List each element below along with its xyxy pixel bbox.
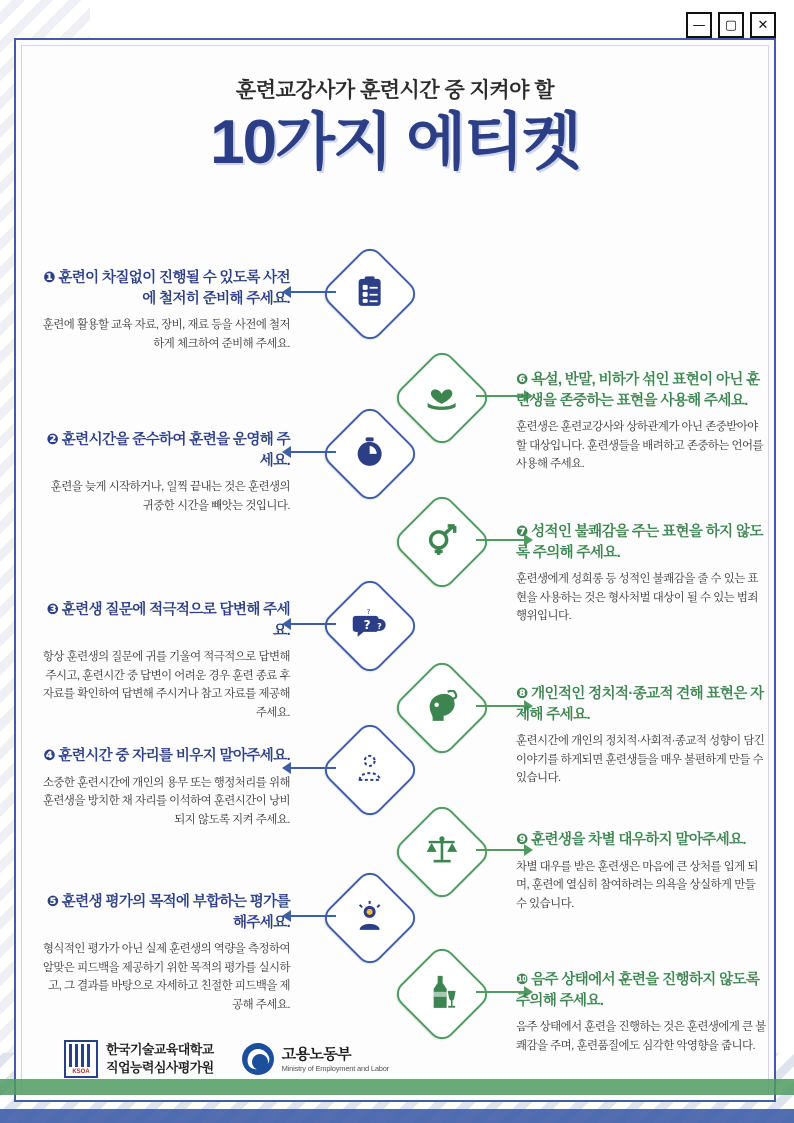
scales-balance-glyph (425, 835, 459, 870)
item-body: 소중한 훈련시간에 개인의 용무 또는 행정처리를 위해 훈련생을 방치한 채 자리를 이석하여 훈련시간이 낭비되지 않도록 지켜 주세요. (42, 776, 290, 826)
bottle-glass-icon (391, 943, 493, 1045)
list-item (40, 430, 290, 515)
question-speech-bubble-glyph (353, 608, 387, 645)
poster-subtitle: 훈련교강사가 훈련시간 중 지켜야 할 (235, 79, 555, 102)
list-item (516, 370, 766, 474)
clipboard-checklist-icon (319, 243, 421, 345)
footer-band-blue (0, 1109, 794, 1123)
item-body: 훈련생에게 성희롱 등 성적인 불쾌감을 줄 수 있는 표현을 사용하는 것은 형사처벌 대상이 될 수 있는 범죄행위입니다. (516, 573, 758, 623)
list-item (40, 746, 290, 829)
scales-balance-icon (391, 801, 493, 903)
footer-logos (64, 1040, 389, 1078)
item-body: 차별 대우를 받은 훈련생은 마음에 큰 상처를 입게 되며, 훈련에 열심히 참여하려는 의욕을 상실하게 만들 수 있습니다. (516, 860, 758, 910)
poster (14, 38, 776, 1102)
heart-hand-glyph (425, 381, 459, 416)
item-body: 훈련생은 훈련교강사와 상하관계가 아닌 존중받아야 할 대상입니다. 훈련생들을 배려하고 존중하는 언어를 사용해 주세요. (516, 421, 764, 471)
item-title-text: 훈련생을 차별 대우하지 말아주세요. (531, 832, 746, 848)
svg-text:?: ? (364, 617, 371, 632)
item-title (516, 684, 766, 725)
item-title (40, 892, 290, 933)
item-title (516, 370, 766, 411)
arrow-to-item-5 (291, 915, 336, 917)
item-title-text: 음주 상태에서 훈련을 진행하지 않도록 주의해 주세요. (516, 972, 760, 1009)
arrow-to-item-3 (291, 623, 336, 625)
item-title-text: 성적인 불쾌감을 주는 표현을 하지 않도록 주의해 주세요. (516, 524, 763, 561)
item-title (516, 830, 766, 851)
footer-band-green (0, 1079, 794, 1095)
item-title (40, 746, 290, 767)
gender-symbols-glyph (425, 523, 459, 562)
item-title-text: 훈련시간 중 자리를 비우지 말아주세요. (58, 748, 290, 764)
close-button[interactable]: ✕ (750, 12, 776, 38)
item-body: 훈련시간에 개인의 정치적·사회적·종교적 성향이 담긴 이야기를 하게되면 훈련생들을 매우 불편하게 만들 수 있습니다. (516, 735, 765, 785)
item-number: ❾ (516, 832, 528, 848)
head-thought-icon (391, 657, 493, 759)
clock-glyph (354, 436, 386, 473)
moel-logo-en: Ministry of Employment and Labor (281, 1063, 390, 1073)
item-number: ❼ (516, 524, 528, 540)
empty-seat-icon (319, 719, 421, 821)
logo-moel (242, 1043, 389, 1075)
minimize-button[interactable]: — (686, 12, 712, 38)
moel-logo-ko: 고용노동부 (281, 1045, 352, 1063)
item-title-text: 개인적인 정치적·종교적 견해 표현은 자제해 주세요. (516, 686, 764, 723)
item-title (40, 268, 290, 309)
item-title (40, 600, 290, 641)
svg-text:?: ? (377, 621, 383, 631)
item-title-text: 욕설, 반말, 비하가 섞인 표현이 아닌 훈련생을 존중하는 표현을 사용해 주세요. (516, 372, 760, 409)
gender-symbols-icon (391, 491, 493, 593)
item-number: ❷ (46, 432, 59, 448)
window-controls[interactable] (686, 12, 776, 38)
heart-hand-icon (391, 347, 493, 449)
item-body: 훈련을 늦게 시작하거나, 일찍 끝내는 것은 훈련생의 귀중한 시간을 빼앗는 것입니다. (50, 481, 290, 512)
svg-text:?: ? (367, 607, 371, 616)
clock-icon (319, 403, 421, 505)
list-item (516, 830, 766, 913)
item-title (516, 970, 766, 1011)
item-body: 훈련에 활용할 교육 자료, 장비, 재료 등을 사전에 철저하게 체크하여 준비해 주세요. (42, 319, 290, 350)
item-title (40, 430, 290, 471)
list-item (40, 892, 290, 1014)
bottle-glass-glyph (427, 975, 457, 1014)
item-number: ❿ (516, 972, 528, 988)
page-title: 10가지 에티켓 (210, 108, 580, 177)
head-thought-glyph (425, 690, 459, 727)
item-number: ❶ (43, 270, 55, 286)
item-number: ❸ (46, 602, 59, 618)
question-speech-bubble-icon (319, 575, 421, 677)
item-body: 항상 훈련생의 질문에 귀를 기울여 적극적으로 답변해 주시고, 훈련시간 중 답변이 어려운 경우 훈련 종료 후 자료를 확인하여 답변해 주시거나 참고 자료를 제공해 주세요. (42, 651, 290, 719)
maximize-button[interactable]: ▢ (718, 12, 744, 38)
logo-koreatech (64, 1040, 214, 1078)
item-title-text: 훈련시간을 준수하여 훈련을 운영해 주세요. (61, 432, 290, 469)
item-number: ❹ (43, 748, 55, 764)
list-item (40, 600, 290, 722)
idea-person-icon (319, 867, 421, 969)
arrow-to-item-4 (291, 767, 336, 769)
idea-person-glyph (354, 900, 386, 937)
poster-header (16, 40, 774, 175)
list-item (516, 684, 766, 788)
list-item (40, 268, 290, 353)
item-number: ❽ (516, 686, 528, 702)
koreatech-logo-mark-text: KSOA (72, 1069, 90, 1075)
moel-logo-text (282, 1046, 389, 1073)
arrow-to-item-1 (291, 291, 336, 293)
empty-seat-glyph (354, 753, 386, 788)
koreatech-logo-line2: 직업능력심사평가원 (106, 1060, 214, 1075)
list-item (516, 970, 766, 1055)
item-title-text: 훈련이 차질없이 진행될 수 있도록 사전에 철저히 준비해 주세요. (58, 270, 290, 307)
item-title-text: 훈련생 질문에 적극적으로 답변해 주세요. (61, 602, 290, 639)
item-title (516, 522, 766, 563)
item-number: ❺ (46, 894, 59, 910)
item-body: 형식적인 평가가 아닌 실제 훈련생의 역량을 측정하여 알맞은 피드백을 제공하기 위한 목적의 평가를 실시하고, 그 결과를 바탕으로 자세하고 친절한 피드백을 제공해 주세요. (42, 943, 290, 1011)
koreatech-logo-icon (64, 1040, 98, 1078)
item-body: 음주 상태에서 훈련을 진행하는 것은 훈련생에게 큰 불쾌감을 주며, 훈련품질에도 심각한 악영향을 줍니다. (516, 1021, 766, 1052)
arrow-to-item-2 (291, 451, 336, 453)
item-title-text: 훈련생 평가의 목적에 부합하는 평가를 해주세요. (61, 894, 290, 931)
koreatech-logo-line1: 한국기술교육대학교 (106, 1042, 214, 1058)
item-number: ❻ (516, 372, 528, 388)
clipboard-checklist-glyph (355, 276, 385, 313)
moel-logo-icon (242, 1043, 274, 1075)
koreatech-logo-text (106, 1041, 214, 1076)
list-item (516, 522, 766, 626)
